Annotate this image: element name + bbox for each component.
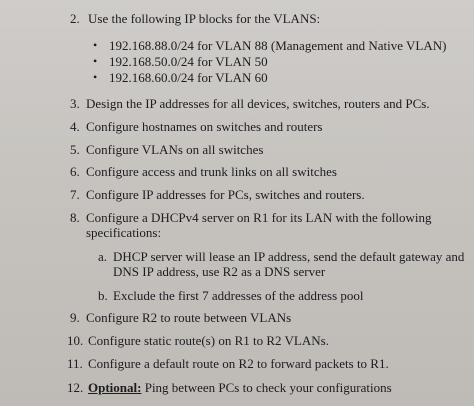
item-7-text: Configure IP addresses for PCs, switches and routers. — [86, 187, 365, 202]
item-8-text-line1: Configure a DHCPv4 server on R1 for its LAN with the following — [86, 210, 432, 225]
item-6-number: 6. — [70, 164, 80, 179]
item-12-text: Ping between PCs to check your configurations — [144, 380, 392, 395]
bullet-1-symbol: • — [93, 38, 98, 52]
item-11-number: 11. — [67, 356, 83, 371]
item-8a-text-line1: DHCP server will lease an IP address, send the default gateway and — [113, 249, 465, 264]
item-6-text: Configure access and trunk links on all switches — [86, 164, 337, 179]
item-8b-text: Exclude the first 7 addresses of the address pool — [113, 288, 364, 303]
item-5-text: Configure VLANs on all switches — [86, 142, 264, 157]
item-2-text: Use the following IP blocks for the VLANS: — [88, 11, 321, 26]
item-3-number: 3. — [70, 96, 80, 111]
item-9-text: Configure R2 to route between VLANs — [86, 310, 292, 325]
item-4-number: 4. — [70, 119, 80, 134]
bullet-2-symbol: • — [93, 54, 98, 68]
item-8-number: 8. — [70, 210, 80, 225]
bullet-2-text: 192.168.50.0/24 for VLAN 50 — [109, 54, 268, 69]
item-12-optional-label: Optional: — [88, 380, 142, 395]
item-7-number: 7. — [70, 187, 80, 202]
item-8a-text-line2: DNS IP address, use R2 as a DNS server — [113, 264, 326, 279]
item-5-number: 5. — [70, 142, 80, 157]
bullet-3-text: 192.168.60.0/24 for VLAN 60 — [109, 70, 268, 85]
item-8a-letter: a. — [98, 249, 108, 264]
item-2-number: 2. — [70, 11, 80, 26]
item-11-text: Configure a default route on R2 to forward packets to R1. — [88, 356, 389, 371]
item-9-number: 9. — [70, 310, 80, 325]
item-12-line — [88, 380, 392, 395]
item-8-text-line2: specifications: — [86, 225, 162, 240]
item-8b-letter: b. — [98, 288, 108, 303]
item-10-text: Configure static route(s) on R1 to R2 VLANs. — [88, 333, 329, 348]
item-12-number: 12. — [67, 380, 84, 395]
bullet-3-symbol: • — [93, 70, 98, 84]
item-10-number: 10. — [67, 333, 84, 348]
item-3-text: Design the IP addresses for all devices, switches, routers and PCs. — [86, 96, 430, 111]
item-4-text: Configure hostnames on switches and routers — [86, 119, 323, 134]
bullet-1-text: 192.168.88.0/24 for VLAN 88 (Management and Native VLAN) — [109, 38, 447, 53]
